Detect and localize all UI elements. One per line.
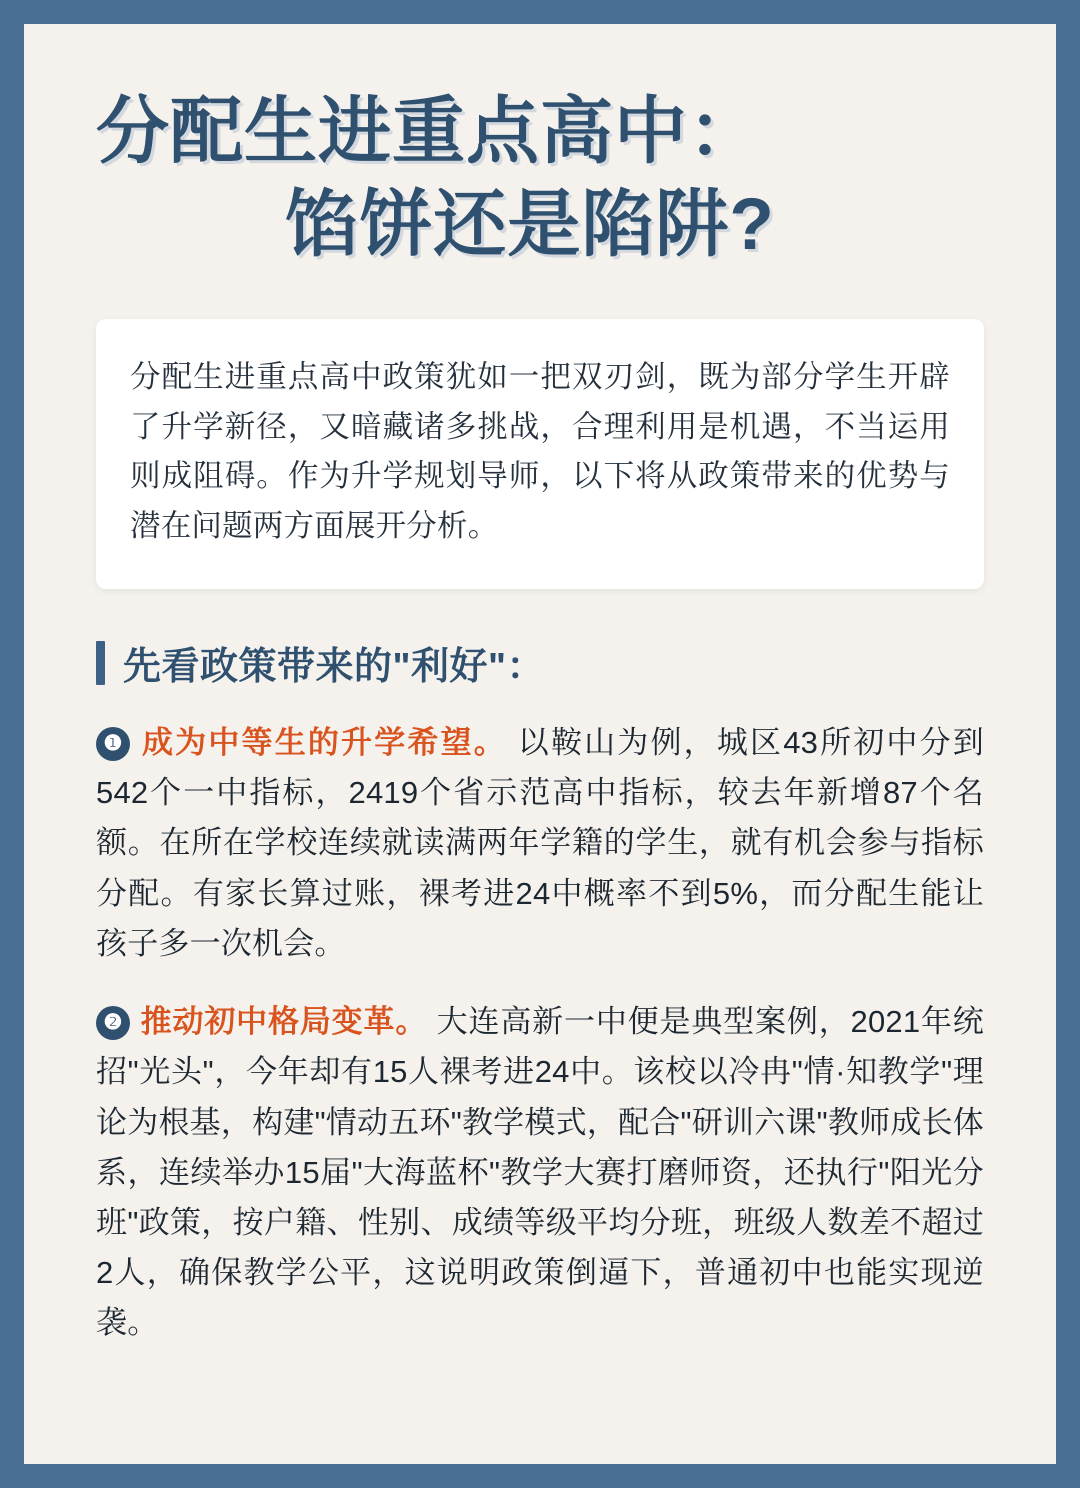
section-header [96,635,984,690]
item-lead-2: 推动初中格局变革。 [140,1004,428,1040]
item-number-1: ❶ [96,727,130,761]
section-title: 先看政策带来的"利好"： [123,646,546,689]
intro-card [96,319,984,589]
list-item [96,997,984,1349]
page-title [96,24,984,271]
item-number-2: ❷ [96,1006,130,1040]
title-line-2: 馅饼还是陷阱? [285,183,775,265]
intro-paragraph: 分配生进重点高中政策犹如一把双刃剑，既为部分学生开辟了升学新径，又暗藏诸多挑战，合理利用是机遇，不当运用则成阻碍。作为升学规划导师，以下将从政策带来的优势与潜在问题两方面展开分析。 [130,360,950,543]
item-lead-1: 成为中等生的升学希望。 [140,725,507,761]
item-body-1: 以鞍山为例，城区43所初中分到542个一中指标，2419个省示范高中指标，较去年新增87个名额。在所在学校连续就读满两年学籍的学生，就有机会参与指标分配。有家长算过账，裸考进24中概率不到5%，而分配生能让孩子多一次机会。 [96,725,984,961]
document-page [24,24,1056,1464]
section-accent-bar [96,641,105,685]
item-body-2: 大连高新一中便是典型案例，2021年统招"光头"，今年却有15人裸考进24中。该校以冷冉"情·知教学"理论为根基，构建"情动五环"教学模式，配合"研训六课"教师成长体系，连续举办15届"大海蓝杯"教学大赛打磨师资，还执行"阳光分班"政策，按户籍、性别、成绩等级平均分班，班级人数差不超过2人，确保教学公平，这说明政策倒逼下，普通初中也能实现逆袭。 [96,1004,984,1341]
title-line-1: 分配生进重点高中： [96,91,762,172]
list-item [96,718,984,969]
